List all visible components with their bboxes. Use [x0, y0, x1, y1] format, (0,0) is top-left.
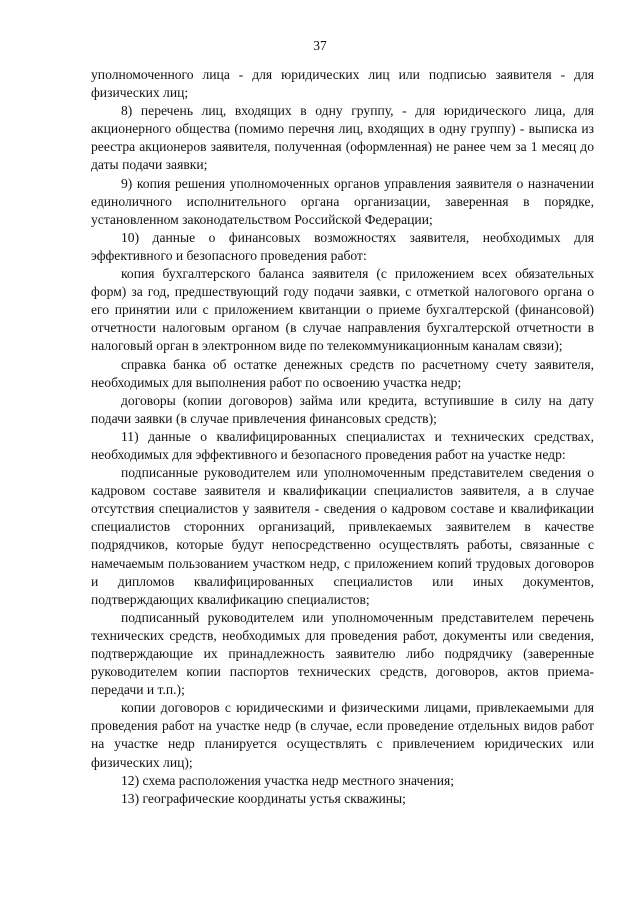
paragraph-loan-agreements: договоры (копии договоров) займа или кредита, вступившие в силу на дату подачи заявки (в случае привлечения финансовых средств);	[91, 392, 594, 426]
document-body	[91, 66, 594, 808]
paragraph-item-10: 10) данные о финансовых возможностях заявителя, необходимых для эффективного и безопасного проведения работ:	[91, 229, 594, 263]
paragraph-item-9: 9) копия решения уполномоченных органов управления заявителя о назначении единоличного исполнительного органа организации, заверенная в порядке, установленном законодательством Российской Федерации;	[91, 175, 594, 227]
paragraph-item-13: 13) географические координаты устья скважины;	[121, 790, 406, 806]
paragraph-continuation: уполномоченного лица - для юридических лиц или подписью заявителя - для физических лиц;	[91, 67, 594, 101]
paragraph-balance-sheet: копия бухгалтерского баланса заявителя (с приложением всех обязательных форм) за год, предшествующий году подачи заявки, с отметкой налогового органа о его принятии или с приложением квитанции о приеме бухгалтерской (финансовой) отчетности налоговым органом (в случае направления бухгалтерской отчетности в налоговый орган в электронном виде по телекоммуникационным каналам связи);	[91, 266, 594, 354]
paragraph-contract-copies: копии договоров с юридическими и физическими лицами, привлекаемыми для проведения работ на участке недр (в случае, если проведение отдельных видов работ на участке недр планируется осуществлять с привлечением юридических или физических лиц);	[91, 700, 594, 770]
paragraph-staff-info: подписанные руководителем или уполномоченным представителем сведения о кадровом составе заявителя и квалификации специалистов заявителя, а в случае отсутствия специалистов у заявителя - сведения о кадровом составе и квалификации специалистов сторонних организаций, привлекаемых заявителем в качестве подрядчиков, которые будут непосредственно осуществлять работы, связанные с намечаемым пользованием участком недр, с приложением копий трудовых договоров и дипломов квалифицированных специалистов или иных документов, подтверждающих квалификацию специалистов;	[91, 465, 594, 607]
paragraph-technical-means: подписанный руководителем или уполномоченным представителем перечень технических средств, необходимых для проведения работ, документы или сведения, подтверждающие их принадлежность заявителю либо подрядчику (заверенные руководителем копии паспортов технических средств, договоров, актов приема-передачи и т.п.);	[91, 609, 594, 698]
paragraph-bank-statement: справка банка об остатке денежных средств по расчетному счету заявителя, необходимых для выполнения работ по освоению участка недр;	[91, 356, 594, 390]
paragraph-item-8: 8) перечень лиц, входящих в одну группу, - для юридического лица, для акционерного общества (помимо перечня лиц, входящих в одну группу) - выписка из реестра акционеров заявителя, полученная (оформленная) не ранее чем за 1 месяц до даты подачи заявки;	[91, 103, 594, 173]
paragraph-item-11: 11) данные о квалифицированных специалистах и технических средствах, необходимых для эффективного и безопасного проведения работ на участке недр:	[91, 428, 594, 462]
paragraph-item-12: 12) схема расположения участка недр местного значения;	[121, 772, 454, 788]
page-number: 37	[313, 38, 327, 53]
